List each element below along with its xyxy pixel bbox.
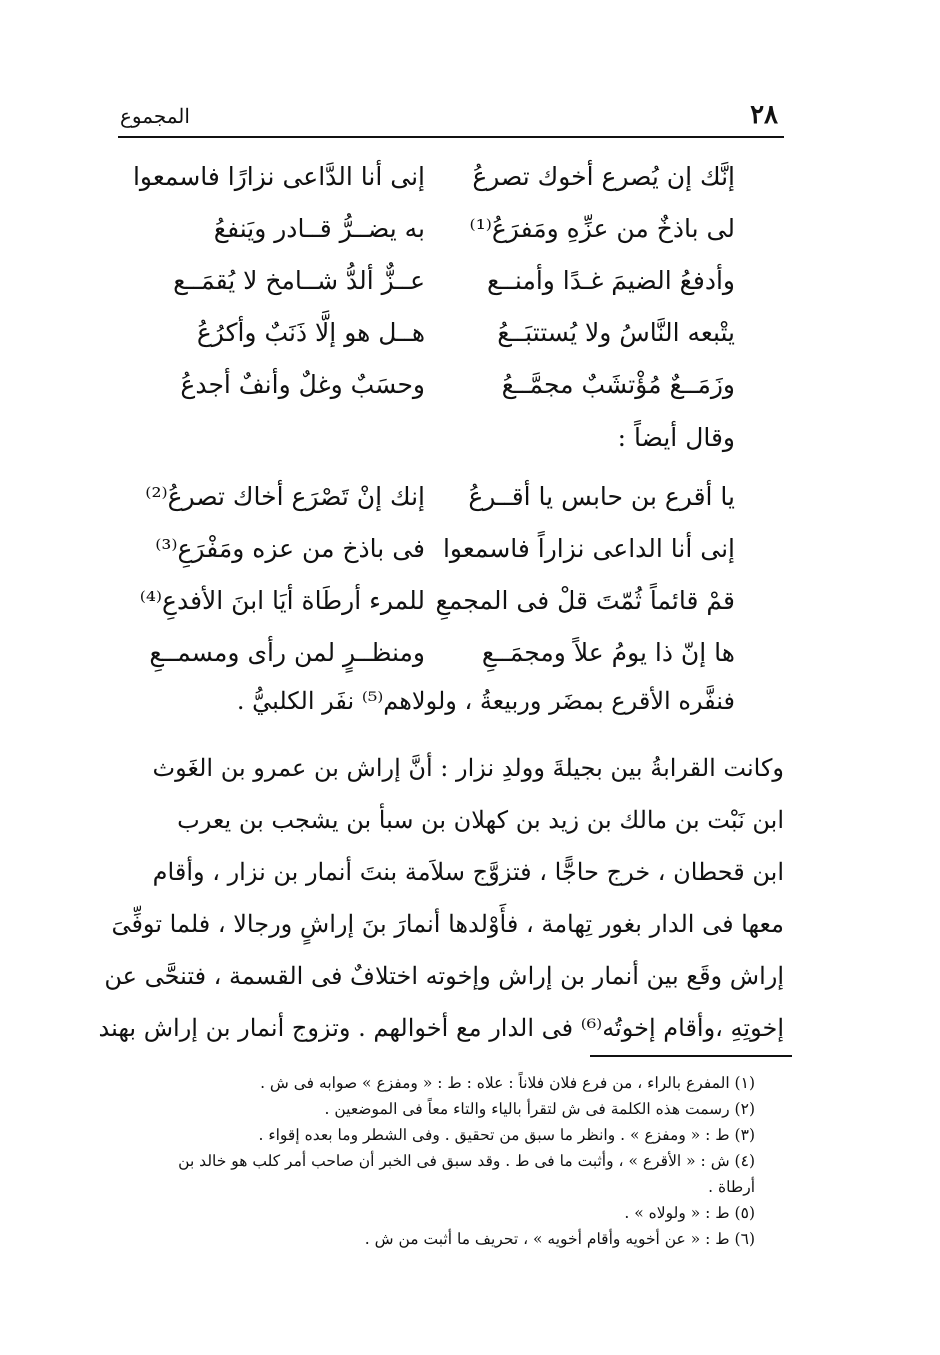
paragraph-line: ابن نَبْت بن مالك بن زيد بن كهلان بن سبأ بن يشجب بن يعرب xyxy=(177,806,784,834)
footnote: (٦) ط : « عن أخويه وأقام أخويه » ، تحريف ما أثبت من ش . xyxy=(364,1230,755,1248)
paragraph-line: معها فى الدار بغور تِهامة ، فأَوْلدها أنمارَ بنَ إراشٍ ورجالا ، فلما توفِّىَ xyxy=(111,910,784,938)
verse-line xyxy=(150,318,735,370)
verse-line xyxy=(150,638,735,690)
footnote: (١) المفرع بالراء ، من فرع فلان فلاناً : علاه : ط : « ومفزع » صوابه فى ش . xyxy=(260,1074,755,1092)
footnote: (٥) ط : « ولولاه » . xyxy=(624,1204,755,1222)
verse-first-hemistich: وزَمَــعٌ مُؤْتشَبٌ مجمَّــعُ xyxy=(501,370,735,399)
verse-line xyxy=(139,586,735,638)
poem-first xyxy=(132,162,735,422)
verse-second-hemistich: عــزٌّ ألدُّ شــامخ لا يُقمَــع xyxy=(173,266,425,295)
paragraph-line: إخوتِهِ ،وأقام إخوتُه⁽⁶⁾ فى الدار مع أخوالهم . وتزوج أنمار بن إراش بهند xyxy=(98,1014,784,1042)
paragraph-line: ابن قحطان ، خرج حاجًّا ، فتزوَّج سلاَمة بنتَ أنمار بن نزار ، وأقام xyxy=(152,858,784,886)
prose-line: فنفَّره الأقرع بمضَر وربيعةُ ، ولولاهم⁽⁵⁾ نفَر الكلبيُّ . xyxy=(236,687,735,715)
verse-line xyxy=(145,482,735,534)
paragraph-line: إراش وقَع بين أنمار بن إراش وإخوته اختلافٌ فى القسمة ، فتنحَّى عن xyxy=(104,962,784,990)
verse-second-hemistich: ومنظــرٍ لمن رأى ومسمــعِ xyxy=(149,638,425,667)
footnotes xyxy=(150,1070,755,1252)
paragraph-line: وكانت القرابةُ بين بجيلةَ وولدِ نزار : أنَّ إراش بن عمرو بن الغَوث xyxy=(152,754,784,782)
verse-second-hemistich: للمرء أرطَاة أيَا ابنَ الأفدعِ⁽⁴⁾ xyxy=(139,586,425,615)
page-header xyxy=(118,96,784,138)
poem-intro: وقال أيضاً : xyxy=(617,423,735,452)
footnote: (٢) رسمت هذه الكلمة فى ش لتقرأ بالياء والتاء معاً فى الموضعين . xyxy=(324,1100,755,1118)
verse-first-hemistich: يتْبعه النَّاسُ ولا يُستتبَــعُ xyxy=(497,318,735,347)
verse-second-hemistich: إنك إنْ تَصْرَع أخاك تصرعُ⁽²⁾ xyxy=(145,482,425,511)
verse-first-hemistich: إنَّك إن يُصرع أخوك تصرعُ xyxy=(472,162,735,191)
verse-first-hemistich: قمْ قائماً ثُمّتَ قلْ فى المجمعِ xyxy=(435,586,735,615)
verse-second-hemistich: فى باذخ من عزه ومَفْرَعِ⁽³⁾ xyxy=(155,534,425,563)
verse-first-hemistich: يا أقرع بن حابس يا أقــرعُ xyxy=(468,482,735,511)
footnote: (٣) ط : « ومفزع » . وانظر ما سبق من تحقيق . وفى الشطر وما بعده إقواء . xyxy=(258,1126,755,1144)
verse-first-hemistich: لى باذخٌ من عزِّهِ ومَفرَعُ⁽¹⁾ xyxy=(469,214,735,243)
verse-line xyxy=(150,214,735,266)
poem-second xyxy=(139,482,735,690)
verse-second-hemistich: به يضــرُّ قــادر ويَنفعُ xyxy=(213,214,425,243)
verse-first-hemistich: إنى أنا الداعى نزاراً فاسمعوا xyxy=(442,534,735,563)
verse-line xyxy=(132,162,735,214)
verse-second-hemistich: هــل هو إلَّا ذَنَبٌ وأكرُعُ xyxy=(196,318,425,347)
verse-first-hemistich: وأدفعُ الضيمَ غـدًا وأمنــع xyxy=(486,266,735,295)
footnote-divider xyxy=(590,1055,792,1057)
verse-second-hemistich: وحسَبٌ وغلٌ وأنفٌ أجدعُ xyxy=(180,370,425,399)
verse-line xyxy=(150,266,735,318)
page-number: ٢٨ xyxy=(750,100,778,130)
verse-first-hemistich: ها إنّ ذا يومُ علاً ومجمَــعِ xyxy=(481,638,735,667)
body-paragraph xyxy=(98,742,784,1054)
verse-second-hemistich: إنى أنا الدَّاعى نزارًا فاسمعوا xyxy=(132,162,425,191)
verse-line xyxy=(150,534,735,586)
running-title: المجموع xyxy=(120,104,190,128)
verse-line xyxy=(150,370,735,422)
footnote: (٤) ش : « الأقرع » ، وأثبت ما فى ط . وقد سبق فى الخبر أن صاحب أمر كلب هو خالد بن أرطاة . xyxy=(178,1152,755,1196)
